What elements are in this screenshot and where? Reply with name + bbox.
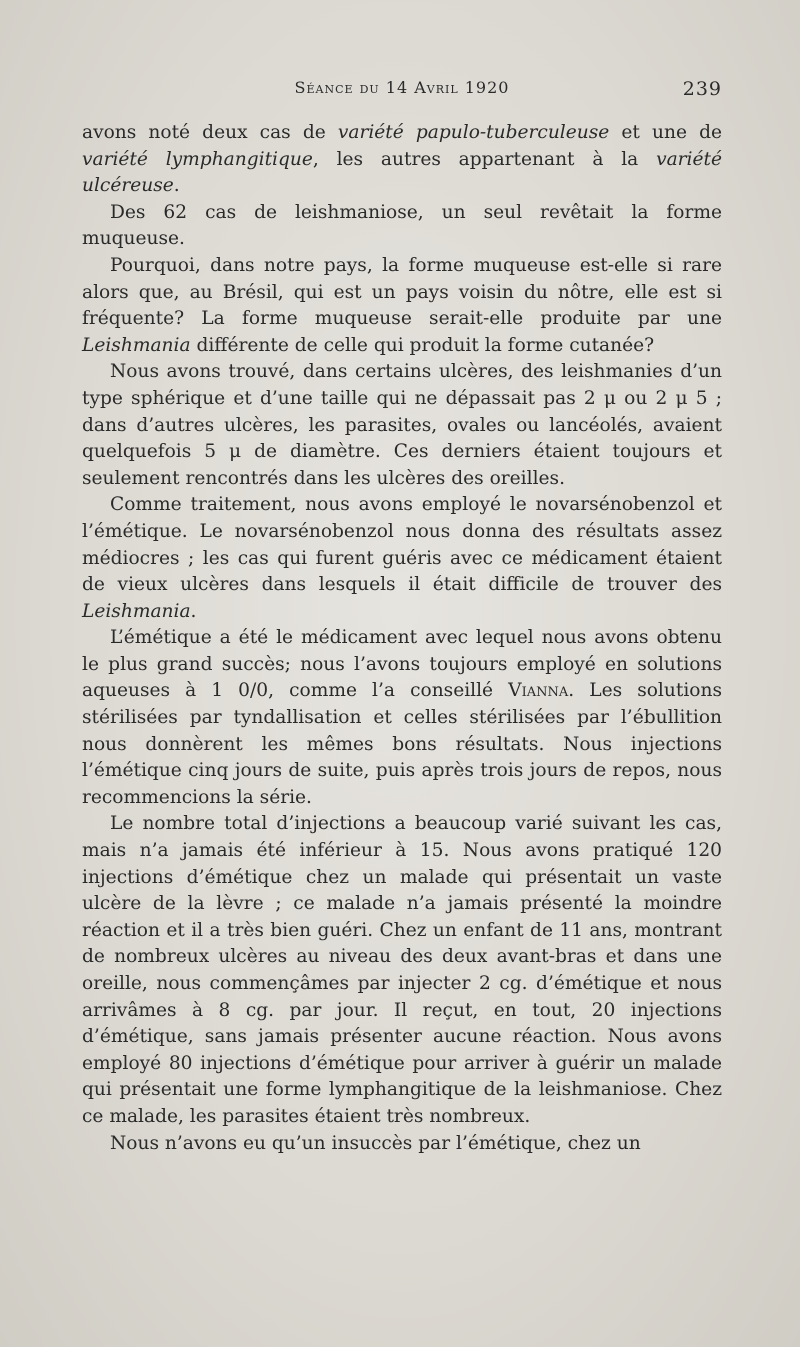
- text-run: L’émétique a été le médicament avec lequel nous avons obtenu le plus grand succès; nous l’avons toujours employé en solutions aqueuses à 1 0/0, comme l’a conseillé: [82, 627, 722, 702]
- text-run: Le nombre total d’injections a beaucoup varié suivant les cas, mais n’a jamais été inférieur à 15. Nous avons pratiqué 120 injections d’émétique chez un malade qui présentait un vaste ulcère de la lèvre ; ce malade n’a jamais présenté la moindre réaction et il a très bien guéri. Chez un enfant de 11 ans, montrant de nombreux ulcères au niveau des deux avant-bras et dans une oreille, nous commençâmes par injecter 2 cg. d’émétique et nous arrivâmes à 8 cg. par jour. Il reçut, en tout, 20 injections d’émétique, sans jamais présenter aucune réaction. Nous avons employé 80 injections d’émétique pour arriver à guérir un malade qui présentait une forme lymphangitique de la leishmaniose. Chez ce malade, les parasites étaient très nombreux.: [82, 813, 722, 1127]
- text-run: Nous avons trouvé, dans certains ulcères, des leishmanies d’un type sphérique et d’une taille qui ne dépassait pas 2 μ ou 2 μ 5 ; dans d’autres ulcères, les parasites, ovales ou lancéolés, avaient quelquefois 5 μ de diamètre. Ces derniers étaient toujours et seulement rencontrés dans les ulcères des oreilles.: [82, 361, 722, 489]
- page-number: 239: [682, 78, 722, 100]
- italic-term: Leishmania: [82, 334, 191, 356]
- text-run: Pourquoi, dans notre pays, la forme muqueuse est-elle si rare alors que, au Brésil, qui est un pays voisin du nôtre, elle est si fréquente? La forme muqueuse serait-elle produite par une: [82, 254, 722, 330]
- text-run: . Les solutions stérilisées par tyndallisation et celles stérilisées par l’ébullition nous donnèrent les mêmes bons résultats. Nous injections l’émétique cinq jours de suite, puis après trois jours de repos, nous recommencions la série.: [82, 680, 722, 808]
- text-run: Comme traitement, nous avons employé le novarsénobenzol et l’émétique. Le novarsénobenzol nous donna des résultats assez médiocres ; les cas qui furent guéris avec ce médicament étaient de vieux ulcères dans lesquels il était difficile de trouver des: [82, 494, 722, 596]
- paragraph: [82, 359, 722, 492]
- paragraph: [82, 625, 722, 811]
- body-text: [82, 120, 722, 1157]
- text-run: .: [190, 600, 197, 622]
- italic-term: Leishmania: [82, 600, 191, 622]
- paragraph: [82, 492, 722, 625]
- italic-term: variété papulo-tuberculeuse: [337, 122, 610, 143]
- text-run: .: [173, 175, 180, 197]
- text-run: différente de celle qui produit la forme cutanée?: [190, 334, 655, 356]
- running-title: Séance du 14 Avril 1920: [294, 78, 510, 97]
- running-header: [82, 78, 722, 104]
- italic-term: variété ulcéreuse: [82, 148, 722, 197]
- text-run: Des 62 cas de leishmaniose, un seul revêtait la forme muqueuse.: [82, 201, 722, 250]
- paragraph: [82, 811, 722, 1130]
- paragraph: [82, 120, 722, 200]
- text-run: avons noté deux cas de: [82, 122, 338, 143]
- author-name: Vianna: [508, 680, 569, 702]
- paragraph: [82, 253, 722, 359]
- italic-term: variété lymphangitique: [82, 148, 313, 170]
- text-run: Nous n’avons eu qu’un insuccès par l’émétique, chez un: [110, 1132, 641, 1154]
- paragraph: [82, 200, 722, 253]
- text-run: et une de: [609, 122, 722, 143]
- paragraph: [82, 1131, 722, 1158]
- text-run: , les autres appartenant à la: [312, 148, 657, 170]
